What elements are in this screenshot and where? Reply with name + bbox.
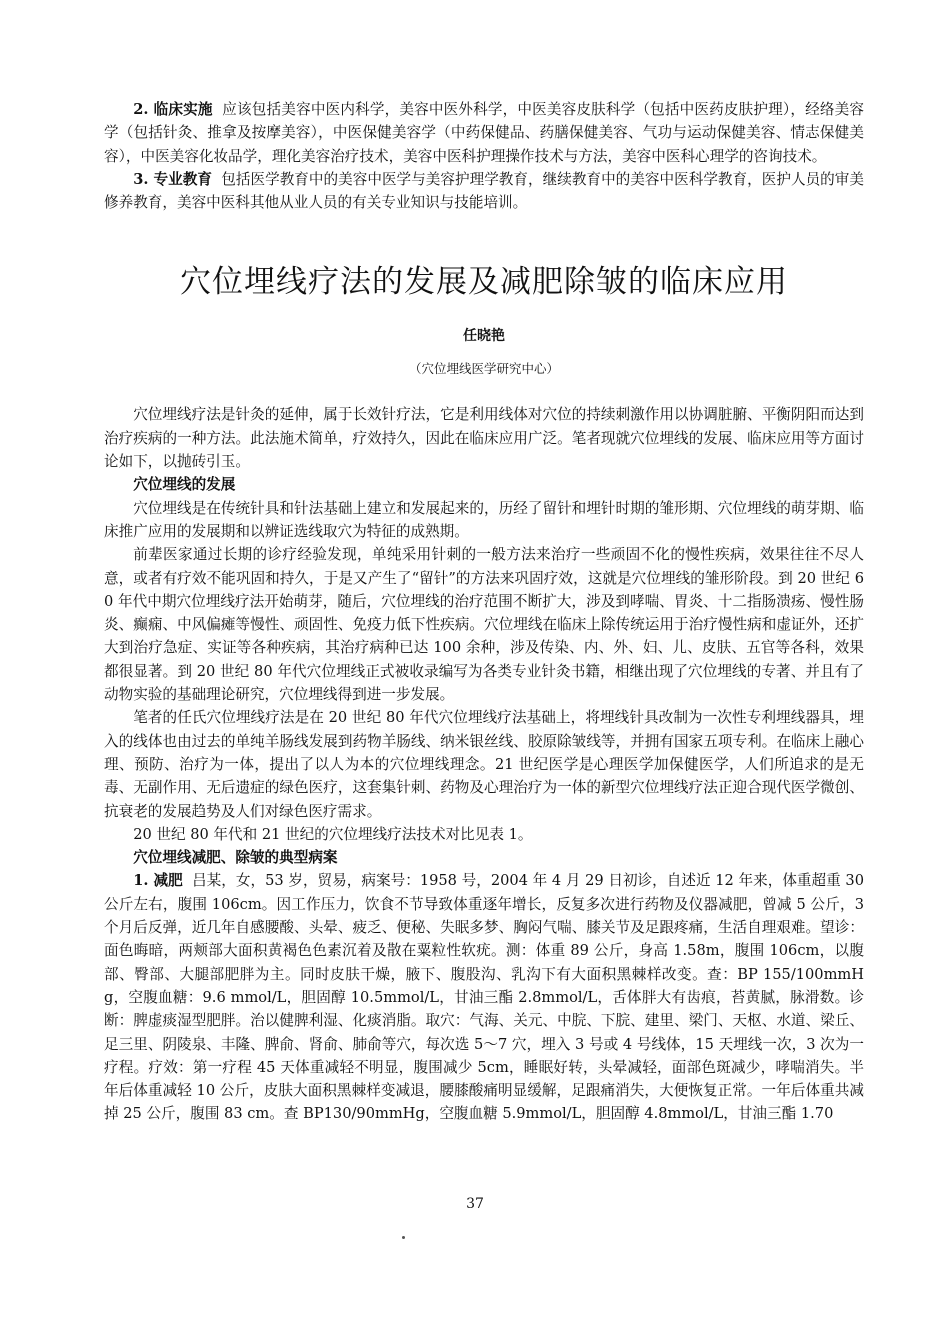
intro-item-3-text: 包括医学教育中的美容中医学与美容护理学教育，继续教育中的美容中医科学教育，医护人员的审美修养教育，美容中医科其他从业人员的有关专业知识与技能培训。 — [104, 170, 864, 212]
section-1-paragraph-4: 20 世纪 80 年代和 21 世纪的穴位埋线疗法技术对比见表 1。 — [133, 825, 533, 843]
document-page — [104, 98, 864, 1126]
case-1-paragraph — [104, 869, 864, 1125]
section-1-paragraph-1: 穴位埋线是在传统针具和针法基础上建立和发展起来的，历经了留针和埋针时期的雏形期、穴位埋线的萌芽期、临床推广应用的发展期和以辨证选线取穴为特征的成熟期。 — [104, 499, 864, 540]
case-1-lead: 1. 减肥 — [133, 872, 183, 890]
article-author: 任晓艳 — [463, 328, 505, 345]
article-affiliation: （穴位埋线医学研究中心） — [408, 361, 559, 377]
scan-artifact-dot — [402, 1236, 405, 1239]
intro-item-3-lead: 3. 专业教育 — [133, 170, 212, 188]
intro-item-2 — [104, 98, 864, 168]
page-number: 37 — [466, 1196, 484, 1212]
intro-item-3 — [104, 168, 864, 215]
section-2-heading: 穴位埋线减肥、除皱的典型病案 — [133, 849, 338, 867]
intro-item-2-text: 应该包括美容中医内科学，美容中医外科学，中医美容皮肤科学（包括中医药皮肤护理），经络美容学（包括针灸、推拿及按摩美容），中医保健美容学（中药保健品、药膳保健美容、气功与运动保健美容、情志保健美容），中医美容化妆品学，理化美容治疗技术，美容中医科护理操作技术与方法，美容中医科心理学的咨询技术。 — [104, 101, 864, 165]
case-1-text: 吕某，女，53 岁，贸易，病案号：1958 号，2004 年 4 月 29 日初诊，自述近 12 年来，体重超重 30 公斤左右，腹围 106cm。因工作压力，饮食不节导致体重逐年增长，反复多次进行药物及仪器减肥，曾减 5 公斤，3 个月后反弹，近几年自感腰酸、头晕、疲乏、便秘、失眠多梦、胸闷气喘、膝关节及足跟疼痛，生活自理艰难。望诊：面色晦暗，两颊部大面积黄褐色色素沉着及散在粟粒性软疣。测：体重 89 公斤，身高 1.58m，腹围 106cm，以腹部、臀部、大腿部肥胖为主。同时皮肤干燥，腋下、腹股沟、乳沟下有大面积黑棘样改变。查：BP 155/100mmHg，空腹血糖：9.6 mmol/L，胆固醇 10.5mmol/L，甘油三酯 2.8mmol/L，舌体胖大有齿痕，苔黄腻，脉滑数。诊断：脾虚痰湿型肥胖。治以健脾利湿、化痰消脂。取穴：气海、关元、中脘、下脘、建里、梁门、天枢、水道、梁丘、足三里、阴陵泉、丰隆、脾俞、肾俞、肺俞等穴，每次选 5～7 穴，埋入 3 号或 4 号线体，15 天埋线一次，3 次为一疗程。疗效：第一疗程 45 天体重减轻不明显，腹围减少 5cm，睡眠好转，头晕减轻，面部色斑减少，哮喘消失。半年后体重减轻 10 公斤，皮肤大面积黑棘样变减退，腰膝酸痛明显缓解，足跟痛消失，大便恢复正常。一年后体重共减掉 25 公斤，腹围 83 cm。查 BP130/90mmHg，空腹血糖 5.9mmol/L，胆固醇 4.8mmol/L，甘油三酯 1.70 — [104, 872, 864, 1123]
section-1-heading: 穴位埋线的发展 — [133, 476, 236, 494]
intro-item-2-lead: 2. 临床实施 — [133, 101, 213, 118]
article-title: 穴位埋线疗法的发展及减肥除皱的临床应用 — [180, 264, 788, 301]
section-1-paragraph-2: 前辈医家通过长期的诊疗经验发现，单纯采用针刺的一般方法来治疗一些顽固不化的慢性疾病，效果往往不尽人意，或者有疗效不能巩固和持久，于是又产生了“留针”的方法来巩固疗效，这就是穴位埋线的雏形阶段。到 20 世纪 60 年代中期穴位埋线疗法开始萌芽，随后，穴位埋线的治疗范围不断扩大，涉及到哮喘、胃炎、十二指肠溃疡、慢性肠炎、癫痫、中风偏瘫等慢性、顽固性、免疫力低下性疾病。穴位埋线在临床上除传统运用于治疗慢性病和虚证外，还扩大到治疗急症、实证等各种疾病，其治疗病种已达 100 余种，涉及传染、内、外、妇、儿、皮肤、五官等各科，效果都很显著。到 20 世纪 80 年代穴位埋线正式被收录编写为各类专业针灸书籍，相继出现了穴位埋线的专著、并且有了动物实验的基础理论研究，穴位埋线得到进一步发展。 — [104, 546, 864, 704]
article-abstract: 穴位埋线疗法是针灸的延伸，属于长效针疗法，它是利用线体对穴位的持续刺激作用以协调脏腑、平衡阴阳而达到治疗疾病的一种方法。此法施术简单，疗效持久，因此在临床应用广泛。笔者现就穴位埋线的发展、临床应用等方面讨论如下，以抛砖引玉。 — [104, 406, 864, 471]
section-1-paragraph-3: 笔者的任氏穴位埋线疗法是在 20 世纪 80 年代穴位埋线疗法基础上，将埋线针具改制为一次性专利埋线器具，埋入的线体也由过去的单纯羊肠线发展到药物羊肠线、纳米银丝线、胶原除皱线等，并拥有国家五项专利。在临床上融心理、预防、治疗为一体，提出了以人为本的穴位埋线理念。21 世纪医学是心理医学加保健医学，人们所追求的是无毒、无副作用、无后遗症的绿色医疗，这套集针刺、药物及心理治疗为一体的新型穴位埋线疗法正迎合现代医学微创、抗衰老的发展趋势及人们对绿色医疗需求。 — [104, 709, 864, 820]
